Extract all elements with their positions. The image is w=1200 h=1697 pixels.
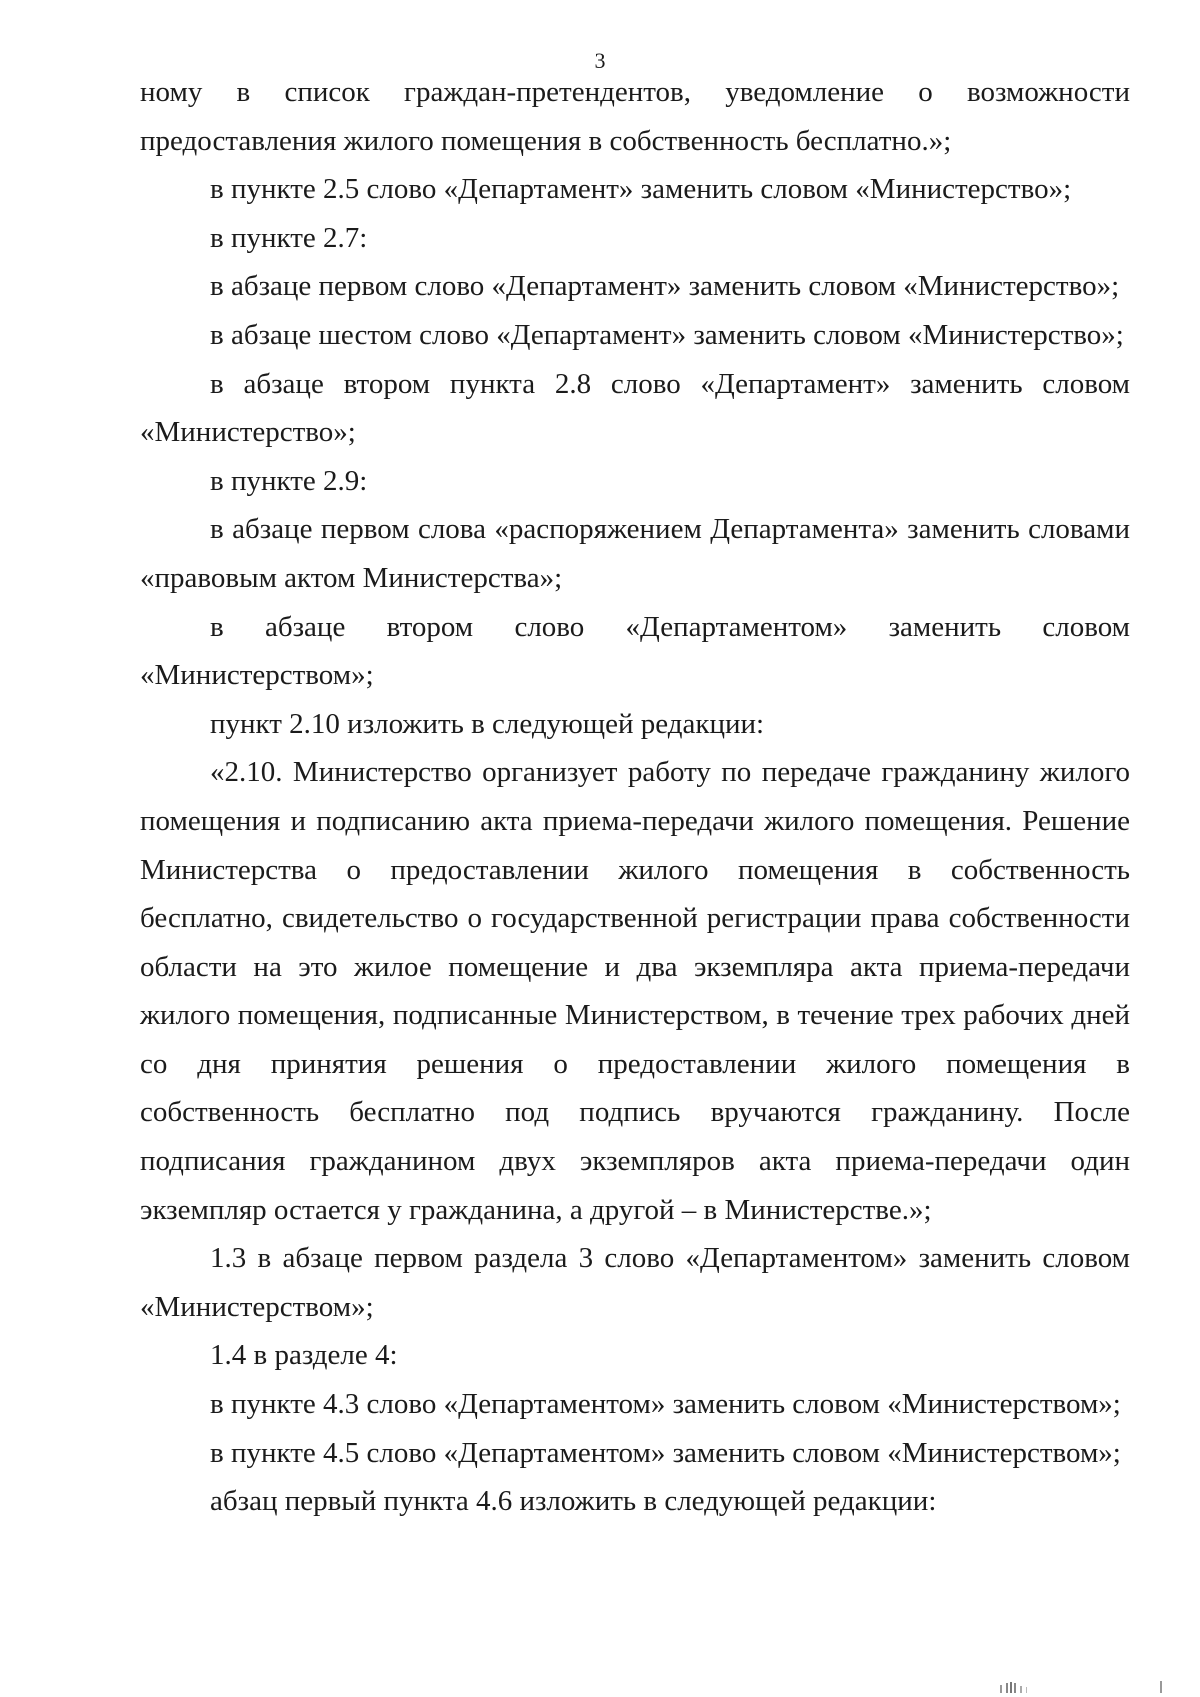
paragraph-item-4-6: абзац первый пункта 4.6 изложить в следующей редакции: <box>210 1485 937 1518</box>
page-number: 3 <box>594 48 606 73</box>
paragraph-item-2-5: в пункте 2.5 слово «Департамент» заменить словом «Министерство»; <box>210 173 1072 206</box>
paragraph-item-2-7-abz1: в абзаце первом слово «Департамент» заменить словом «Министерство»; <box>210 270 1120 303</box>
paragraph-item-4-3: в пункте 4.3 слово «Департаментом» заменить словом «Министерством»; <box>210 1388 1121 1421</box>
paragraph-item-2-8: в абзаце втором пункта 2.8 слово «Департамент» заменить словом «Министерство»; <box>140 367 1130 449</box>
paragraph-item-2-9-abz2: в абзаце втором слово «Департаментом» заменить словом «Министерством»; <box>140 610 1130 692</box>
paragraph-item-4-5: в пункте 4.5 слово «Департаментом» заменить словом «Министерством»; <box>210 1436 1121 1469</box>
document-body <box>140 68 1130 1526</box>
paragraph-item-2-7: в пункте 2.7: <box>210 221 368 254</box>
paragraph-item-1-4: 1.4 в разделе 4: <box>210 1339 398 1372</box>
paragraph-item-2-10-text: «2.10. Министерство организует работу по передаче гражданину жилого помещения и подписанию акта приема-передачи жилого помещения. Решение Министерства о предоставлении жилого помещения в собственность бесплатно, свидетельство о государственной регистрации права собственности области на это жилое помещение и два экземпляра акта приема-передачи жилого помещения, подписанные Министерством, в течение трех рабочих дней со дня принятия решения о предоставлении жилого помещения в собственность бесплатно под подпись вручаются гражданину. После подписания гражданином двух экземпляров акта приема-передачи один экземпляр остается у гражданина, а другой – в Министерстве.»; <box>140 756 1130 1226</box>
paragraph-item-2-9-abz1: в абзаце первом слова «распоряжением Департамента» заменить словами «правовым актом Министерства»; <box>140 513 1130 594</box>
scan-artifact-marks <box>1000 1679 1170 1693</box>
paragraph-item-2-10-intro: пункт 2.10 изложить в следующей редакции: <box>210 707 765 740</box>
paragraph-item-2-7-abz6: в абзаце шестом слово «Департамент» заменить словом «Министерство»; <box>210 318 1124 351</box>
paragraph-item-1-3: 1.3 в абзаце первом раздела 3 слово «Департаментом» заменить словом «Министерством»; <box>140 1242 1130 1323</box>
paragraph-item-2-9: в пункте 2.9: <box>210 464 368 497</box>
paragraph-continuation: ному в список граждан-претендентов, уведомление о возможности предоставления жилого помещения в собственность бесплатно.»; <box>140 76 1130 157</box>
